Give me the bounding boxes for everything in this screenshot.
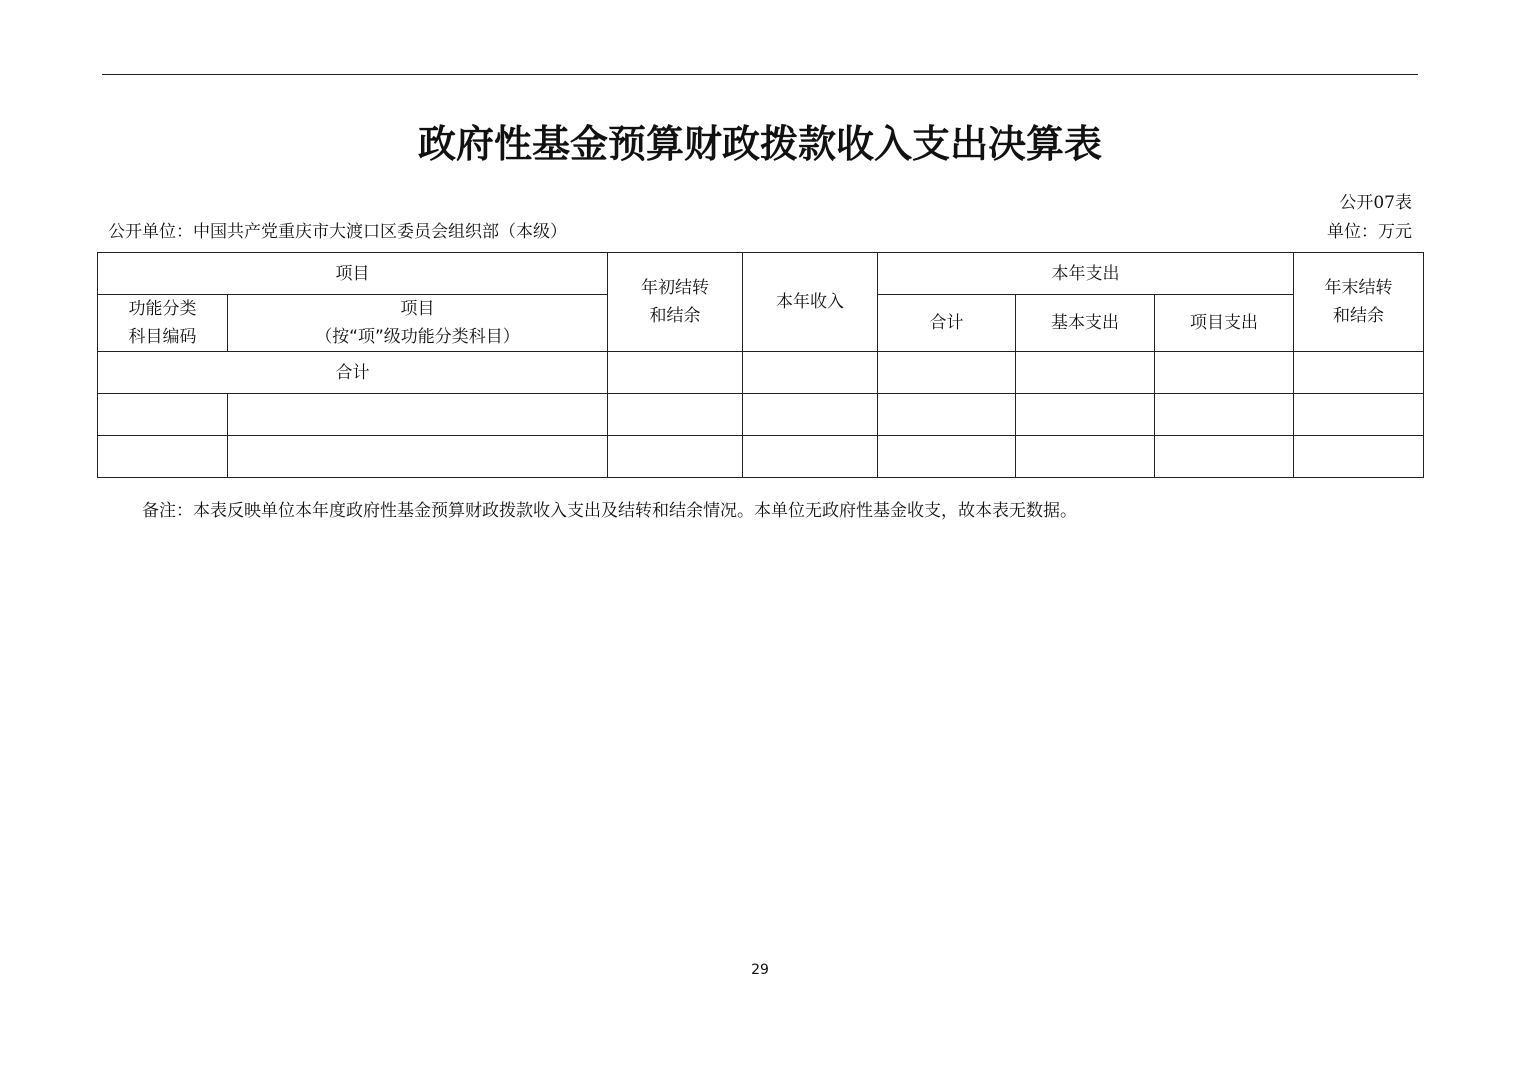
- header-item-name-line1: 项目: [400, 299, 435, 319]
- currency-unit: 单位：万元: [1327, 222, 1412, 242]
- header-item-name-line2: （按“项”级功能分类科目）: [315, 327, 520, 347]
- table-cell: [608, 394, 743, 436]
- total-row: [98, 352, 1424, 394]
- table-cell: [98, 436, 228, 478]
- table-row: [98, 394, 1424, 436]
- header-func-code-line1: 功能分类: [128, 299, 197, 319]
- budget-table: [97, 252, 1424, 478]
- table-cell: [1155, 394, 1294, 436]
- table-cell: [878, 352, 1016, 394]
- document-title: 政府性基金预算财政拨款收入支出决算表: [417, 122, 1102, 166]
- table-cell: [743, 352, 878, 394]
- table-cell: [743, 436, 878, 478]
- table-cell: [878, 436, 1016, 478]
- table-cell: [1016, 394, 1155, 436]
- header-func-code-line2: 科目编码: [128, 327, 197, 347]
- table-cell: [1155, 352, 1294, 394]
- table-cell: [608, 352, 743, 394]
- header-item-group: 项目: [98, 253, 608, 295]
- table-cell: [1294, 436, 1424, 478]
- header-carry-end-line1: 年末结转: [1324, 278, 1393, 298]
- header-carry-end: [1294, 253, 1424, 352]
- table-cell: [1016, 352, 1155, 394]
- header-expense-project: 项目支出: [1155, 295, 1294, 352]
- table-cell: [878, 394, 1016, 436]
- table-row: [98, 436, 1424, 478]
- table-cell: [1294, 352, 1424, 394]
- header-carry-begin-line1: 年初结转: [641, 278, 709, 298]
- header-carry-begin: [608, 253, 743, 352]
- header-income: 本年收入: [743, 253, 878, 352]
- table-cell: [1155, 436, 1294, 478]
- header-item-name: [228, 295, 608, 352]
- table-note: 备注：本表反映单位本年度政府性基金预算财政拨款收入支出及结转和结余情况。本单位无政府性基金收支，故本表无数据。: [142, 501, 1077, 521]
- table-cell: [743, 394, 878, 436]
- table-cell: [1016, 436, 1155, 478]
- header-expense-basic: 基本支出: [1016, 295, 1155, 352]
- header-rule: [102, 74, 1418, 75]
- table-cell: [98, 394, 228, 436]
- table-cell: [1294, 394, 1424, 436]
- table-number: 公开07表: [1339, 193, 1412, 213]
- table-cell: [228, 394, 608, 436]
- header-carry-end-line2: 和结余: [1333, 306, 1384, 326]
- table-cell: [608, 436, 743, 478]
- page-number: 29: [751, 962, 769, 978]
- header-carry-begin-line2: 和结余: [649, 306, 701, 326]
- total-row-label: 合计: [98, 352, 608, 394]
- reporting-unit: 公开单位：中国共产党重庆市大渡口区委员会组织部（本级）: [108, 222, 567, 242]
- header-func-code: [98, 295, 228, 352]
- header-expense-group: 本年支出: [878, 253, 1294, 295]
- table-cell: [228, 436, 608, 478]
- header-expense-total: 合计: [878, 295, 1016, 352]
